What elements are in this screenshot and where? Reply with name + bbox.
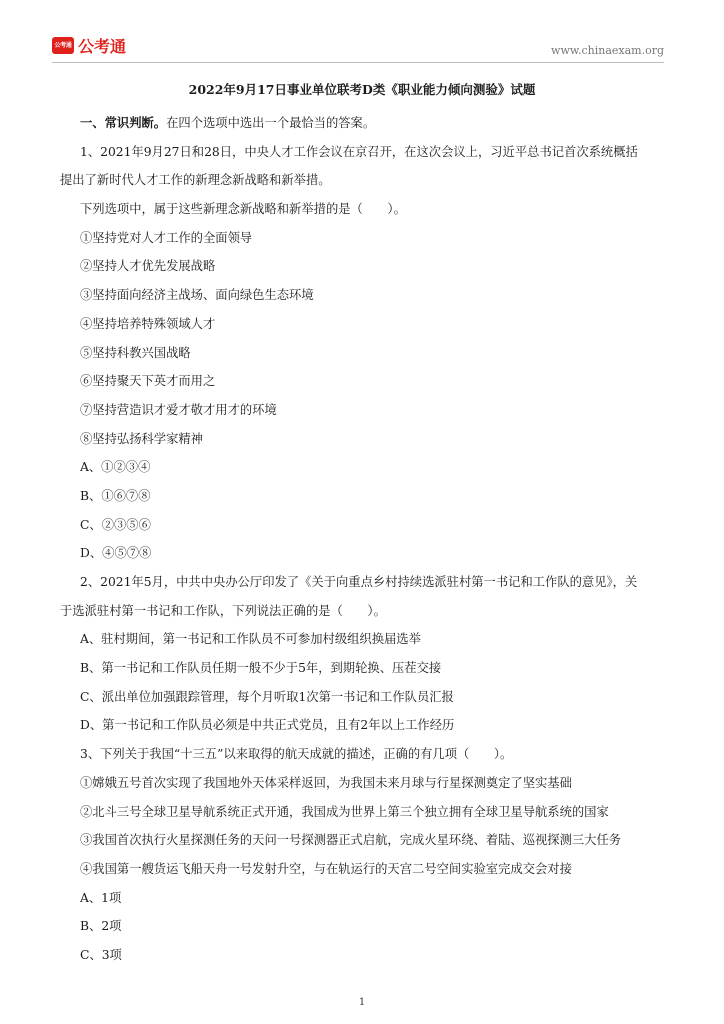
question-2-option-c: C、派出单位加强跟踪管理，每个月听取1次第一书记和工作队员汇报 bbox=[80, 689, 454, 704]
question-1-item: ③坚持面向经济主战场、面向绿色生态环境 bbox=[80, 288, 314, 303]
question-1-item: ④坚持培养特殊领域人才 bbox=[80, 316, 216, 331]
question-3-item: ②北斗三号全球卫星导航系统正式开通，我国成为世界上第三个独立拥有全球卫星导航系统的国家 bbox=[80, 804, 609, 819]
question-2-stem: 2、2021年5月，中共中央办公厅印发了《关于向重点乡村持续选派驻村第一书记和工作队的意见》，关 bbox=[80, 575, 638, 589]
question-1-option-d: D、④⑤⑦⑧ bbox=[80, 546, 152, 561]
question-3-option-b: B、2项 bbox=[80, 919, 122, 934]
document-title: 2022年9月17日事业单位联考D类《职业能力倾向测验》试题 bbox=[188, 82, 536, 97]
question-1-item: ⑦坚持营造识才爱才敬才用才的环境 bbox=[80, 402, 277, 417]
question-1-option-a: A、①②③④ bbox=[80, 460, 151, 475]
question-3-option-c: C、3项 bbox=[80, 947, 122, 962]
document-body bbox=[60, 72, 664, 970]
section-description: 在四个选项中选出一个最恰当的答案。 bbox=[166, 116, 376, 130]
question-1-item: ①坚持党对人才工作的全面领导 bbox=[80, 230, 253, 245]
question-2-stem-cont: 于选派驻村第一书记和工作队，下列说法正确的是（ ）。 bbox=[60, 603, 386, 618]
question-2-option-d: D、第一书记和工作队员必须是中共正式党员，且有2年以上工作经历 bbox=[80, 718, 455, 733]
question-1-stem: 1、2021年9月27日和28日，中央人才工作会议在京召开，在这次会议上，习近平总书记首次系统概括 bbox=[80, 144, 638, 159]
question-1-item: ⑥坚持聚天下英才而用之 bbox=[80, 374, 216, 389]
question-3-item: ③我国首次执行火星探测任务的天问一号探测器正式启航，完成火星环绕、着陆、巡视探测三大任务 bbox=[80, 833, 622, 848]
question-1-option-b: B、①⑥⑦⑧ bbox=[80, 488, 151, 503]
section-heading bbox=[60, 109, 664, 138]
question-1-item: ⑧坚持弘扬科学家精神 bbox=[80, 431, 203, 446]
question-1-stem-cont: 提出了新时代人才工作的新理念新战略和新举措。 bbox=[60, 173, 331, 188]
section-label: 一、常识判断。 bbox=[80, 115, 167, 130]
question-1-item: ⑤坚持科教兴国战略 bbox=[80, 345, 191, 360]
page-header bbox=[52, 34, 664, 60]
question-1-prompt: 下列选项中，属于这些新理念新战略和新举措的是（ ）。 bbox=[80, 202, 406, 217]
question-3-item: ④我国第一艘货运飞船天舟一号发射升空，与在轨运行的天宫二号空间实验室完成交会对接 bbox=[80, 861, 572, 876]
brand-logo[interactable] bbox=[52, 34, 126, 57]
header-divider bbox=[52, 62, 664, 63]
question-3-option-a: A、1项 bbox=[80, 890, 122, 905]
question-1-option-c: C、②③⑤⑥ bbox=[80, 517, 151, 532]
question-2-option-b: B、第一书记和工作队员任期一般不少于5年，到期轮换、压茬交接 bbox=[80, 661, 442, 676]
question-3-stem: 3、下列关于我国“十三五”以来取得的航天成就的描述，正确的有几项（ ）。 bbox=[80, 747, 513, 762]
site-url-link[interactable]: www.chinaexam.org bbox=[551, 44, 664, 57]
question-2-option-a: A、驻村期间，第一书记和工作队员不可参加村级组织换届选举 bbox=[80, 632, 421, 647]
question-3-item: ①嫦娥五号首次实现了我国地外天体采样返回，为我国未来月球与行星探测奠定了坚实基础 bbox=[80, 775, 572, 790]
page-number: 1 bbox=[358, 997, 366, 1008]
question-1-item: ②坚持人才优先发展战略 bbox=[80, 259, 216, 274]
logo-badge-icon: 公考通 bbox=[52, 37, 74, 54]
logo-text: 公考通 bbox=[78, 37, 127, 56]
